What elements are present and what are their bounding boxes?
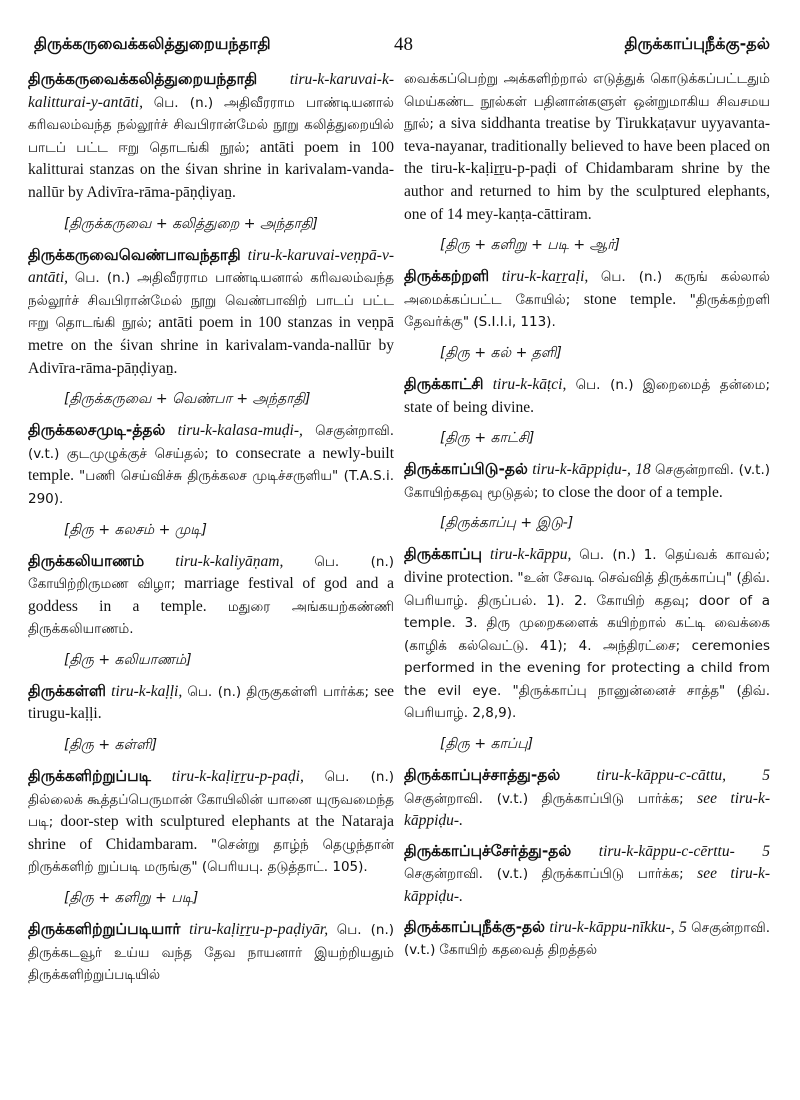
entry-conjugation-number: 5 bbox=[762, 767, 771, 785]
entry-english-definition: state of being divine. bbox=[404, 398, 534, 416]
dictionary-entry bbox=[28, 765, 394, 879]
header-right-guideword: திருக்காப்புநீக்கு-தல் bbox=[624, 34, 770, 53]
entry-quotation: "உன் சேவடி செவ்வித் திருக்காப்பு" (திவ். பெரியாழ். திருப்பல். 1). 2. கோயிற் கதவு; door of a temple. 3. திரு முறைகளைக் கயிற்றால் கட்டி வைக்கை (காழிக் கல்வெட்டு. 41); 4. அந்திரட்சை; ceremonies performed in the evening for protecting a child from the evil eye. "திருக்காப்பு நானுன்னைச் சாத்த" (திவ். பெரியாழ். 2,8,9). bbox=[404, 569, 770, 722]
entry-english-definition: door-step with sculptured elephants at the Nataraja shrine of Chidambaram. bbox=[28, 813, 395, 853]
entry-grammar: பெ. (n.) bbox=[324, 769, 395, 786]
entry-etymology: [திரு + காட்சி] bbox=[440, 430, 535, 447]
entry-transliteration: tiru-k-kaliyāṇam, bbox=[175, 552, 284, 570]
entry-headword: திருக்களிற்றுப்படி bbox=[28, 767, 151, 786]
entry-grammar: பெ. (n.) bbox=[74, 270, 131, 287]
entry-grammar: செகுன்றாவி. (v.t.) bbox=[404, 866, 529, 883]
entry-english-definition: antāti poem in 100 stanzas in veṇpā metre on the śivan shrine in karivalam-vanda-nallūr by Adivīra-rāma-pāṇḍiyaṉ. bbox=[28, 314, 394, 377]
entry-transliteration: tiru-k-karuvai-k-kalitturai-y-antāti, bbox=[28, 71, 394, 111]
entry-english-definition: see tirugu-kaḷḷi. bbox=[28, 682, 395, 723]
entry-headword: திருக்கள்ளி bbox=[28, 681, 107, 700]
dictionary-entry bbox=[404, 764, 770, 833]
entry-headword: திருக்காப்புச்சாத்து-தல் bbox=[404, 766, 561, 785]
entry-tamil-definition: கோயிற் கதவைத் திறத்தல் bbox=[439, 942, 598, 959]
entry-grammar: பெ. (n.) bbox=[336, 922, 395, 939]
entry-transliteration: tiru-kaḷiṟṟu-p-paḍiyār, bbox=[189, 921, 329, 939]
entry-tamil-definition: கோயிற்கதவு மூடுதல்; bbox=[404, 484, 539, 501]
entry-etymology: [திரு + களிறு + படி + ஆர்] bbox=[440, 237, 620, 254]
entry-grammar: செகுன்றாவி. (v.t.) bbox=[28, 423, 395, 462]
entry-transliteration: tiru-k-kaḷiṟṟu-p-paḍi, bbox=[171, 768, 304, 786]
entry-tamil-definition: அதிவீரராம பாண்டியனால் கரிவலம்வந்த நல்லூர்ச் சிவபிரான்மேல் நூறு கலித்துறையில் பாடப் பட்ட ஈறு தொடங்கி நூல்; bbox=[28, 94, 394, 156]
entry-tamil-definition: திருக்கடவூர் உய்ய வந்த தேவ நாயனார் இயற்றியதும் திருக்களிற்றுப்படியில் bbox=[28, 944, 394, 984]
dictionary-entry bbox=[404, 840, 770, 909]
left-column bbox=[28, 68, 394, 994]
entry-english-definition: stone temple. bbox=[583, 290, 677, 308]
entry-etymology: [திருக்காப்பு + இடு-] bbox=[440, 515, 574, 532]
entry-english-definition: to consecrate a newly-built temple. bbox=[28, 444, 395, 485]
entry-tamil-definition: அதிவீரராம பாண்டியனால் கரிவலம்வந்த நல்லூர்ச் சிவபிரான்மேல் நூறு வெண்பாவிற் பாடப் பட்ட ஈறு தொடங்கி நூல்; bbox=[28, 270, 394, 332]
dictionary-entry bbox=[28, 918, 394, 987]
entry-transliteration: tiru-k-kāppu-nīkku-, bbox=[549, 918, 675, 936]
entry-grammar: பெ. (n.) bbox=[153, 94, 214, 111]
entry-headword: திருக்காட்சி bbox=[404, 374, 484, 393]
dictionary-entry bbox=[28, 550, 394, 641]
dictionary-entry bbox=[404, 916, 770, 962]
entry-tamil-definition: வைக்கப்பெற்று அக்களிற்றால் எடுத்துக் கொடுக்கப்பட்டதும் மெய்கண்ட நூல்கள் பதினான்களுள் ஒன்றுமாகிய சிவசமய நூல்; bbox=[404, 71, 770, 133]
entry-conjugation-number: 18 bbox=[635, 461, 651, 479]
entry-tamil-definition: கருங் கல்லால் அமைக்கப்பட்ட கோயில்; bbox=[404, 269, 770, 308]
entry-grammar: செகுன்றாவி. (v.t.) bbox=[404, 919, 770, 959]
entry-quotation: "திருக்கற்றளி தேவர்க்கு" (S.I.I.i, 113). bbox=[404, 291, 770, 331]
page-header bbox=[22, 34, 778, 58]
entry-transliteration: tiru-k-kāppu-c-cāttu, bbox=[596, 767, 727, 785]
entry-etymology: [திரு + கலசம் + முடி] bbox=[64, 521, 207, 538]
entry-etymology: [திரு + களிறு + படி] bbox=[64, 890, 199, 907]
entry-etymology: [திரு + காப்பு] bbox=[440, 736, 534, 753]
entry-grammar: பெ. (n.) bbox=[579, 547, 636, 564]
entry-quotation: மதுரை அங்கயற்கண்ணி திருக்கலியாணம். bbox=[28, 598, 395, 638]
entry-grammar: செகுன்றாவி. (v.t.) bbox=[404, 790, 529, 807]
page-number: 48 bbox=[394, 34, 413, 55]
entry-headword: திருக்காப்புச்சேர்த்து-தல் bbox=[404, 841, 572, 860]
entry-grammar: பெ. (n.) bbox=[575, 376, 634, 393]
entry-etymology: [திரு + கல் + தளி] bbox=[440, 344, 562, 361]
entry-english-definition: to close the door of a temple. bbox=[542, 483, 723, 501]
entry-headword: திருக்கருவைக்கலித்துறையந்தாதி bbox=[28, 70, 258, 88]
entry-quotation: "பணி செய்விச்சு திருக்கலச முடிச்சருளிய" (T.A.S.i. 290). bbox=[28, 468, 394, 507]
entry-headword: திருக்காப்புநீக்கு-தல் bbox=[404, 917, 545, 936]
entry-headword: திருக்கற்றளி bbox=[404, 267, 490, 286]
entry-etymology: [திருக்கருவை + கலித்துறை + அந்தாதி] bbox=[64, 215, 318, 232]
entry-tamil-definition: திருக்காப்பிடு பார்க்க; bbox=[541, 866, 684, 883]
entry-transliteration: tiru-k-kāppiḍu-, bbox=[532, 461, 631, 479]
entry-tamil-definition: திருக்காப்பிடு பார்க்க; bbox=[541, 790, 684, 807]
entry-english-definition: a siva siddhanta treatise by Tirukkaṭavur uyyavanta-teva-nayanar, traditionally believed to have been placed on the tiru-k-kaḷiṟṟu-p-paḍi of Chidambaram shrine by the author and returned to him by the sculptured elephants, one of 14 mey-kaṇṭa-cāttiram. bbox=[404, 115, 771, 223]
entry-headword: திருக்களிற்றுப்படியார் bbox=[28, 920, 181, 939]
entry-english-definition: see tiru-k-kāppiḍu-. bbox=[404, 865, 771, 906]
entry-transliteration: tiru-k-kāṭci, bbox=[492, 375, 567, 393]
entry-headword: திருக்கலசமுடி-த்தல் bbox=[28, 421, 166, 440]
entry-grammar: பெ. (n.) bbox=[314, 553, 394, 570]
entry-headword: திருக்காப்பிடு-தல் bbox=[404, 460, 528, 479]
entry-grammar: செகுன்றாவி. (v.t.) bbox=[655, 462, 771, 479]
dictionary-entry bbox=[404, 458, 770, 504]
entry-tamil-definition: இறைமைத் தன்மை; bbox=[642, 376, 770, 393]
entry-conjugation-number: 5 bbox=[762, 842, 771, 860]
right-column bbox=[404, 68, 770, 969]
entry-english-definition: antāti poem in 100 kalitturai stanzas on the śivan shrine in karivalam-vanda-nallūr by Adivīra-rāma-pāṇḍiyaṉ. bbox=[28, 138, 395, 201]
entry-grammar: பெ. (n.) bbox=[187, 683, 242, 700]
dictionary-entry bbox=[28, 419, 394, 510]
entry-tamil-definition: குடமுழுக்குச் செய்தல்; bbox=[66, 445, 209, 462]
entry-tamil-definition: தில்லைக் கூத்தப்பெருமான் கோயிலின் யானை யுருவமைந்த படி; bbox=[28, 791, 394, 831]
header-left-guideword: திருக்கருவைக்கலித்துறையந்தாதி bbox=[34, 34, 271, 53]
dictionary-entry bbox=[28, 680, 394, 726]
entry-tamil-definition: திருகுகள்ளி பார்க்க; bbox=[246, 683, 370, 700]
entry-etymology: [திரு + கலியாணம்] bbox=[64, 651, 192, 668]
dictionary-entry bbox=[404, 373, 770, 419]
entry-english-definition: marriage festival of god and a goddess in a temple. bbox=[28, 575, 394, 615]
entry-transliteration: tiru-k-karuvai-veṇpā-v-antāti, bbox=[28, 246, 394, 287]
entry-english-definition: divine protection. bbox=[404, 568, 514, 586]
entry-transliteration: tiru-k-kaṟṟaḷi, bbox=[501, 268, 589, 286]
entry-tamil-definition: கோயிற்றிருமண விழா; bbox=[28, 576, 176, 593]
entry-transliteration: tiru-k-kāppu-c-cērttu- bbox=[598, 842, 735, 860]
entry-etymology: [திரு + கள்ளி] bbox=[64, 737, 158, 754]
entry-headword: திருக்கருவைவெண்பாவந்தாதி bbox=[28, 245, 241, 264]
entry-headword: திருக்காப்பு bbox=[404, 545, 483, 564]
entry-headword: திருக்கலியாணம் bbox=[28, 551, 145, 570]
dictionary-entry bbox=[28, 68, 394, 205]
entry-transliteration: tiru-k-kaḷḷi, bbox=[111, 682, 183, 700]
entry-transliteration: tiru-k-kāppu, bbox=[489, 546, 572, 564]
dictionary-entry bbox=[404, 543, 770, 725]
entry-tamil-definition: 1. தெய்வக் காவல்; bbox=[643, 547, 770, 564]
dictionary-entry bbox=[404, 265, 770, 334]
entry-quotation: "சென்று தாழ்ந் தெழுந்தான் றிருக்களிற் றுப்படி மருங்கு" (பெரியபு. தடுத்தாட். 105). bbox=[28, 836, 394, 876]
entry-grammar: பெ. (n.) bbox=[600, 269, 663, 286]
entry-transliteration: tiru-k-kalasa-muḍi-, bbox=[177, 422, 303, 440]
entry-english-definition: see tiru-k-kāppiḍu-. bbox=[404, 789, 771, 830]
dictionary-entry bbox=[28, 244, 394, 381]
entry-conjugation-number: 5 bbox=[678, 918, 687, 936]
dictionary-entry-continuation bbox=[404, 68, 770, 226]
entry-etymology: [திருக்கருவை + வெண்பா + அந்தாதி] bbox=[64, 391, 311, 408]
